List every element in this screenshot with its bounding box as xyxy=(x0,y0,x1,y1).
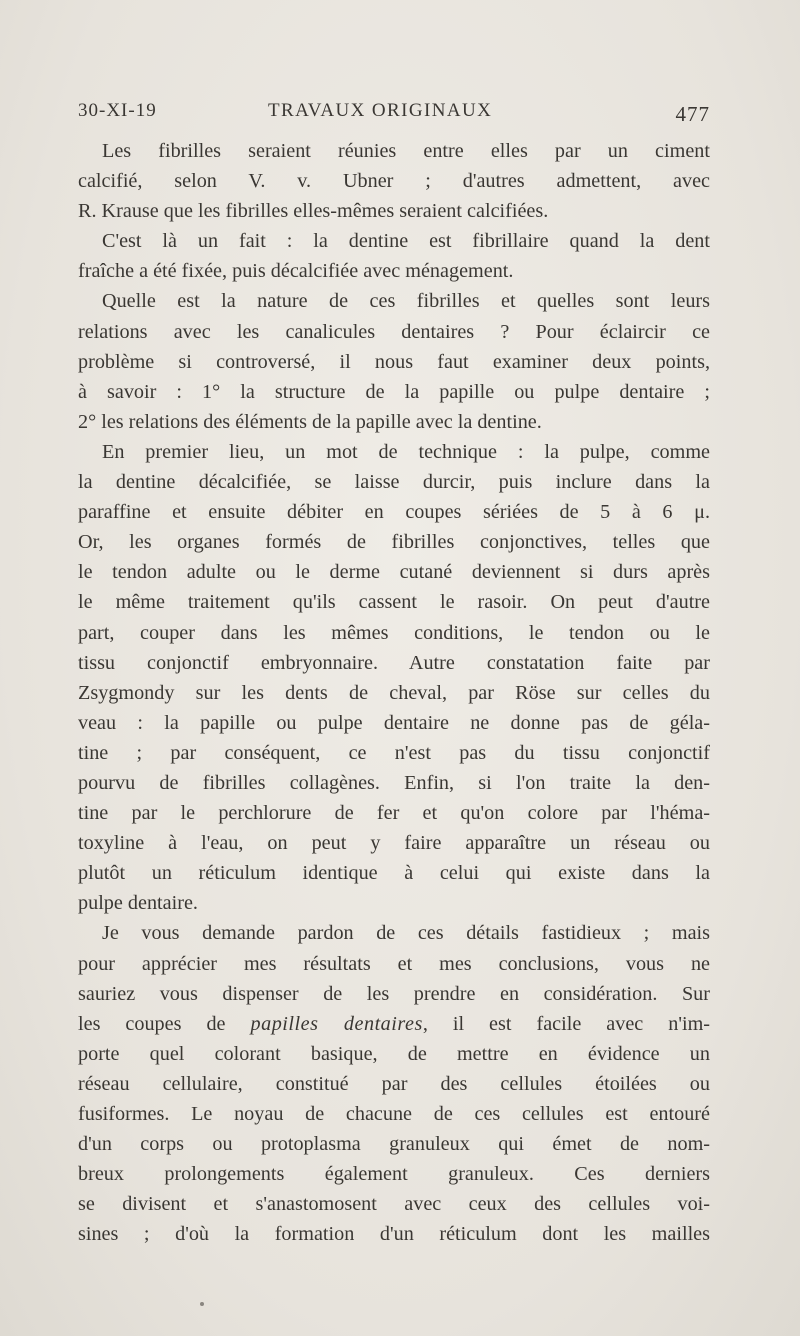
text-line: fusiformes. Le noyau de chacune de ces cellules est entouré xyxy=(78,1103,710,1125)
text-line: En premier lieu, un mot de technique : la pulpe, comme xyxy=(102,440,710,463)
text-line: relations avec les canalicules dentaires ? Pour éclaircir ce xyxy=(78,320,710,343)
text-line: part, couper dans les mêmes conditions, le tendon ou le xyxy=(78,621,710,644)
text-line: R. Krause que les fibrilles elles-mêmes seraient calcifiées. xyxy=(78,200,549,223)
text-line: Quelle est la nature de ces fibrilles et quelles sont leurs xyxy=(102,290,710,313)
header-date: 30-XI-19 xyxy=(78,100,157,121)
text-line: veau : la papille ou pulpe dentaire ne donne pas de géla- xyxy=(78,711,710,734)
text-line: tine par le perchlorure de fer et qu'on colore par l'héma- xyxy=(78,802,710,825)
text-line: problème si controversé, il nous faut examiner deux points, xyxy=(78,350,710,373)
italic-term: papilles dentaires xyxy=(250,1012,423,1035)
page-number: 477 xyxy=(675,102,710,126)
running-title: TRAVAUX ORIGINAUX xyxy=(268,100,493,121)
text-line: la dentine décalcifiée, se laisse durcir, puis inclure dans la xyxy=(78,471,710,494)
text-line: pourvu de fibrilles collagènes. Enfin, si l'on traite la den- xyxy=(78,771,710,794)
text-line: 2° les relations des éléments de la papille avec la dentine. xyxy=(78,410,542,433)
text-line: fraîche a été fixée, puis décalcifiée avec ménagement. xyxy=(78,260,514,283)
text-line: calcifié, selon V. v. Ubner ; d'autres admettent, avec xyxy=(78,170,710,193)
text-line: breux prolongements également granuleux. Ces derniers xyxy=(78,1163,710,1186)
text-line: les coupes de papilles dentaires, il est facile avec n'im- xyxy=(78,1012,710,1035)
text-line: à savoir : 1° la structure de la papille ou pulpe dentaire ; xyxy=(78,380,710,403)
text-line: pulpe dentaire. xyxy=(78,892,198,915)
text-line: tissu conjonctif embryonnaire. Autre constatation faite par xyxy=(78,651,710,674)
text-line: Zsygmondy sur les dents de cheval, par Röse sur celles du xyxy=(78,681,710,704)
text-line: Je vous demande pardon de ces détails fastidieux ; mais xyxy=(102,922,710,945)
page-header xyxy=(78,96,710,126)
text-line: plutôt un réticulum identique à celui qui existe dans la xyxy=(78,862,710,885)
text-line: sines ; d'où la formation d'un réticulum dont les mailles xyxy=(78,1223,710,1246)
text-line: réseau cellulaire, constitué par des cellules étoilées ou xyxy=(78,1072,710,1095)
body-text xyxy=(78,136,710,1249)
text-line: Or, les organes formés de fibrilles conjonctives, telles que xyxy=(78,531,710,554)
text-line: se divisent et s'anastomosent avec ceux des cellules voi- xyxy=(78,1193,710,1216)
ink-speck xyxy=(200,1302,204,1306)
text-line: porte quel colorant basique, de mettre en évidence un xyxy=(78,1042,710,1065)
text-line: d'un corps ou protoplasma granuleux qui émet de nom- xyxy=(78,1133,710,1156)
text-line: pour apprécier mes résultats et mes conclusions, vous ne xyxy=(78,952,710,975)
text-line: tine ; par conséquent, ce n'est pas du tissu conjonctif xyxy=(78,741,710,764)
text-line: Les fibrilles seraient réunies entre elles par un ciment xyxy=(102,140,710,162)
text-line: sauriez vous dispenser de les prendre en considération. Sur xyxy=(78,982,710,1005)
text-line: le même traitement qu'ils cassent le rasoir. On peut d'autre xyxy=(78,591,710,614)
text-line: le tendon adulte ou le derme cutané deviennent si durs après xyxy=(78,561,710,584)
text-line: paraffine et ensuite débiter en coupes sériées de 5 à 6 μ. xyxy=(78,501,710,524)
text-line: C'est là un fait : la dentine est fibrillaire quand la dent xyxy=(102,230,710,253)
text-line: toxyline à l'eau, on peut y faire apparaître un réseau ou xyxy=(78,832,710,855)
